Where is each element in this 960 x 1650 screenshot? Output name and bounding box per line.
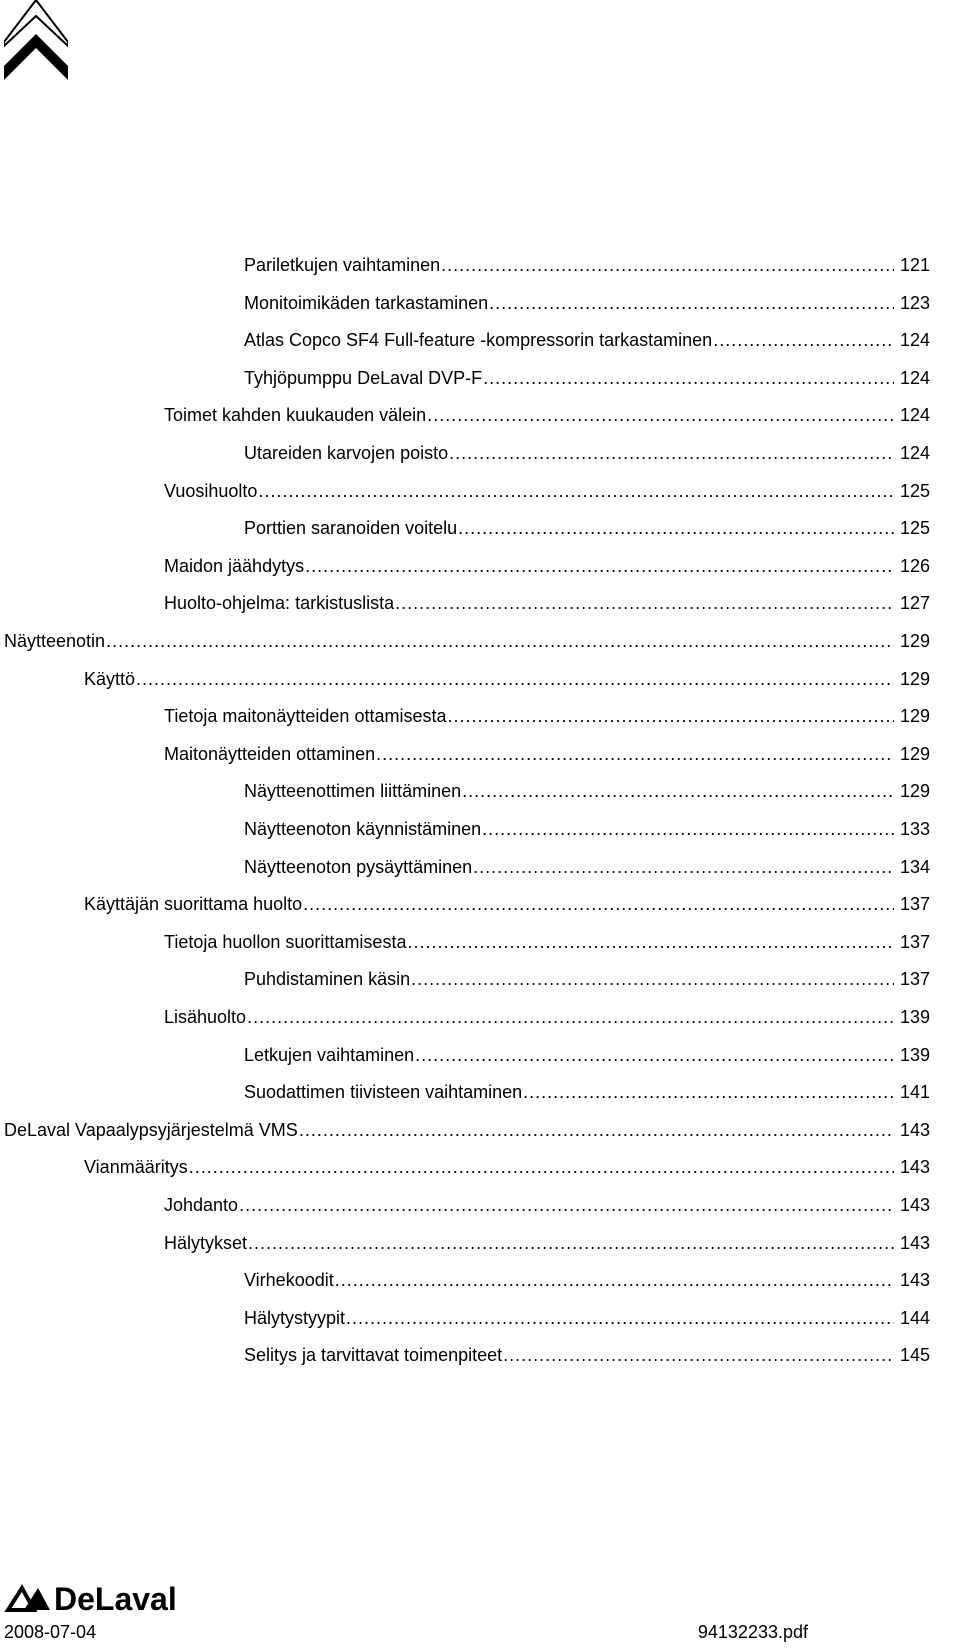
toc-leader-dots bbox=[489, 288, 894, 318]
toc-entry[interactable] bbox=[0, 1077, 960, 1107]
toc-entry-page: 124 bbox=[899, 405, 930, 426]
toc-leader-dots bbox=[189, 1152, 894, 1182]
toc-entry-title: Maitonäytteiden ottaminen bbox=[164, 743, 376, 764]
toc-entry[interactable] bbox=[0, 1265, 960, 1295]
toc-leader-dots bbox=[411, 964, 894, 994]
toc-leader-dots bbox=[427, 400, 894, 430]
toc-entry-page: 137 bbox=[899, 894, 930, 915]
toc-entry[interactable] bbox=[0, 814, 960, 844]
toc-entry-title: Tietoja maitonäytteiden ottamisesta bbox=[164, 706, 447, 727]
footer-date: 2008-07-04 bbox=[4, 1622, 97, 1642]
toc-entry[interactable] bbox=[0, 664, 960, 694]
toc-entry[interactable] bbox=[0, 1040, 960, 1070]
toc-entry-title: Vianmääritys bbox=[84, 1157, 188, 1178]
toc-entry-title: Selitys ja tarvittavat toimenpiteet bbox=[244, 1345, 503, 1366]
toc-entry[interactable] bbox=[0, 400, 960, 430]
delaval-logo-text: DeLaval bbox=[54, 1581, 177, 1614]
toc-entry[interactable] bbox=[0, 626, 960, 656]
toc-entry[interactable] bbox=[0, 701, 960, 731]
toc-entry-title: Lisähuolto bbox=[164, 1007, 247, 1027]
chevron-up-icon bbox=[4, 0, 68, 84]
toc-entry-page: 129 bbox=[899, 631, 930, 651]
toc-entry-title: Johdanto bbox=[164, 1195, 239, 1215]
toc-entry-title: Porttien saranoiden voitelu bbox=[244, 518, 458, 539]
toc-entry[interactable] bbox=[0, 1190, 960, 1220]
toc-entry[interactable] bbox=[0, 250, 960, 280]
toc-entry[interactable] bbox=[0, 852, 960, 882]
footer-document-name: 94132233.pdf bbox=[697, 1622, 808, 1642]
toc-entry-title: Käyttäjän suorittama huolto bbox=[84, 894, 303, 915]
toc-entry-page: 145 bbox=[899, 1345, 930, 1366]
toc-entry-page: 133 bbox=[899, 819, 930, 839]
toc-entry-title: Pariletkujen vaihtaminen bbox=[244, 255, 441, 275]
toc-entry-title: Käyttö bbox=[84, 668, 136, 689]
toc-entry[interactable] bbox=[0, 1002, 960, 1032]
toc-entry-page: 121 bbox=[899, 255, 930, 275]
toc-entry[interactable] bbox=[0, 739, 960, 769]
toc-entry[interactable] bbox=[0, 889, 960, 919]
toc-entry-title: Letkujen vaihtaminen bbox=[244, 1044, 415, 1065]
toc-leader-dots bbox=[483, 363, 894, 393]
toc-leader-dots bbox=[106, 626, 894, 656]
toc-entry-title: Puhdistaminen käsin bbox=[244, 969, 411, 990]
toc-leader-dots bbox=[346, 1303, 894, 1333]
toc-leader-dots bbox=[447, 701, 893, 731]
toc-entry-page: 144 bbox=[899, 1307, 930, 1328]
toc-leader-dots bbox=[247, 1002, 894, 1032]
toc-entry-page: 129 bbox=[899, 706, 930, 727]
toc-entry-page: 139 bbox=[899, 1044, 930, 1065]
toc-entry[interactable] bbox=[0, 1115, 960, 1145]
toc-entry-page: 137 bbox=[899, 931, 930, 952]
toc-entry-page: 124 bbox=[899, 367, 930, 388]
toc-entry-title: Hälytystyypit bbox=[244, 1307, 346, 1328]
toc-leader-dots bbox=[441, 250, 894, 280]
toc-entry[interactable] bbox=[0, 363, 960, 393]
toc-entry-page: 137 bbox=[899, 969, 930, 990]
toc-entry-title: Näytteenotin bbox=[4, 631, 106, 651]
toc-entry-page: 143 bbox=[899, 1232, 930, 1253]
toc-entry-title: Hälytykset bbox=[164, 1232, 248, 1253]
toc-leader-dots bbox=[713, 325, 894, 355]
toc-leader-dots bbox=[482, 814, 894, 844]
toc-entry[interactable] bbox=[0, 1340, 960, 1370]
toc-leader-dots bbox=[248, 1228, 894, 1258]
toc-entry-page: 134 bbox=[899, 856, 930, 877]
toc-leader-dots bbox=[136, 664, 894, 694]
toc-entry-page: 124 bbox=[899, 443, 930, 463]
toc-entry[interactable] bbox=[0, 476, 960, 506]
toc-entry-title: Atlas Copco SF4 Full-feature -kompressorin tarkastaminen bbox=[244, 330, 713, 351]
toc-entry[interactable] bbox=[0, 964, 960, 994]
toc-leader-dots bbox=[462, 776, 894, 806]
toc-leader-dots bbox=[407, 927, 893, 957]
toc-leader-dots bbox=[449, 438, 894, 468]
toc-leader-dots bbox=[258, 476, 894, 506]
toc-entry[interactable] bbox=[0, 288, 960, 318]
toc-leader-dots bbox=[299, 1115, 894, 1145]
toc-entry-page: 125 bbox=[899, 518, 930, 539]
toc-entry-page: 124 bbox=[899, 330, 930, 351]
toc-leader-dots bbox=[523, 1077, 894, 1107]
toc-entry-title: Virhekoodit bbox=[244, 1270, 334, 1291]
toc-entry[interactable] bbox=[0, 1228, 960, 1258]
toc-entry-title: Näytteenoton käynnistäminen bbox=[244, 819, 482, 839]
toc-entry-page: 129 bbox=[899, 781, 930, 802]
toc-entry[interactable] bbox=[0, 776, 960, 806]
toc-entry[interactable] bbox=[0, 927, 960, 957]
toc-leader-dots bbox=[376, 739, 894, 769]
toc-entry-page: 129 bbox=[899, 743, 930, 764]
toc-entry-title: Tyhjöpumppu DeLaval DVP-F bbox=[244, 367, 483, 388]
toc-entry[interactable] bbox=[0, 1152, 960, 1182]
toc-entry-page: 139 bbox=[899, 1007, 930, 1027]
toc-entry-page: 141 bbox=[899, 1082, 930, 1103]
toc-leader-dots bbox=[303, 889, 894, 919]
toc-entry-title: Toimet kahden kuukauden välein bbox=[164, 405, 427, 426]
delaval-logo-icon bbox=[4, 1580, 184, 1614]
toc-leader-dots bbox=[503, 1340, 894, 1370]
toc-entry-title: Utareiden karvojen poisto bbox=[244, 443, 449, 463]
toc-leader-dots bbox=[305, 551, 894, 581]
toc-leader-dots bbox=[458, 513, 894, 543]
toc-entry-title: Suodattimen tiivisteen vaihtaminen bbox=[244, 1082, 523, 1103]
toc-entry-page: 126 bbox=[899, 555, 930, 576]
toc-entry-page: 143 bbox=[899, 1270, 930, 1291]
toc-entry-page: 129 bbox=[899, 668, 930, 689]
toc-entry[interactable] bbox=[0, 551, 960, 581]
toc-leader-dots bbox=[415, 1040, 894, 1070]
toc-entry[interactable] bbox=[0, 588, 960, 618]
toc-entry-page: 125 bbox=[899, 480, 930, 501]
toc-entry-page: 143 bbox=[899, 1195, 930, 1215]
toc-entry-page: 143 bbox=[899, 1157, 930, 1178]
toc-entry-title: Tietoja huollon suorittamisesta bbox=[164, 931, 407, 952]
toc-entry-title: Maidon jäähdytys bbox=[164, 555, 305, 576]
toc-leader-dots bbox=[395, 588, 894, 618]
toc-leader-dots bbox=[239, 1190, 894, 1220]
toc-entry-page: 127 bbox=[899, 593, 930, 614]
toc-leader-dots bbox=[473, 852, 894, 882]
toc-entry-title: Monitoimikäden tarkastaminen bbox=[244, 292, 489, 313]
toc-entry-title: Näytteenottimen liittäminen bbox=[244, 781, 462, 802]
toc-entry-title: DeLaval Vapaalypsyjärjestelmä VMS bbox=[4, 1119, 298, 1140]
toc-entry[interactable] bbox=[0, 513, 960, 543]
toc-entry[interactable] bbox=[0, 1303, 960, 1333]
toc-entry-title: Näytteenoton pysäyttäminen bbox=[244, 856, 473, 877]
toc-entry-title: Vuosihuolto bbox=[164, 480, 258, 501]
toc-entry[interactable] bbox=[0, 438, 960, 468]
toc-entry[interactable] bbox=[0, 325, 960, 355]
toc-entry-page: 123 bbox=[899, 292, 930, 313]
toc-entry-title: Huolto-ohjelma: tarkistuslista bbox=[164, 593, 395, 614]
toc-entry-page: 143 bbox=[899, 1119, 930, 1140]
toc-leader-dots bbox=[335, 1265, 894, 1295]
